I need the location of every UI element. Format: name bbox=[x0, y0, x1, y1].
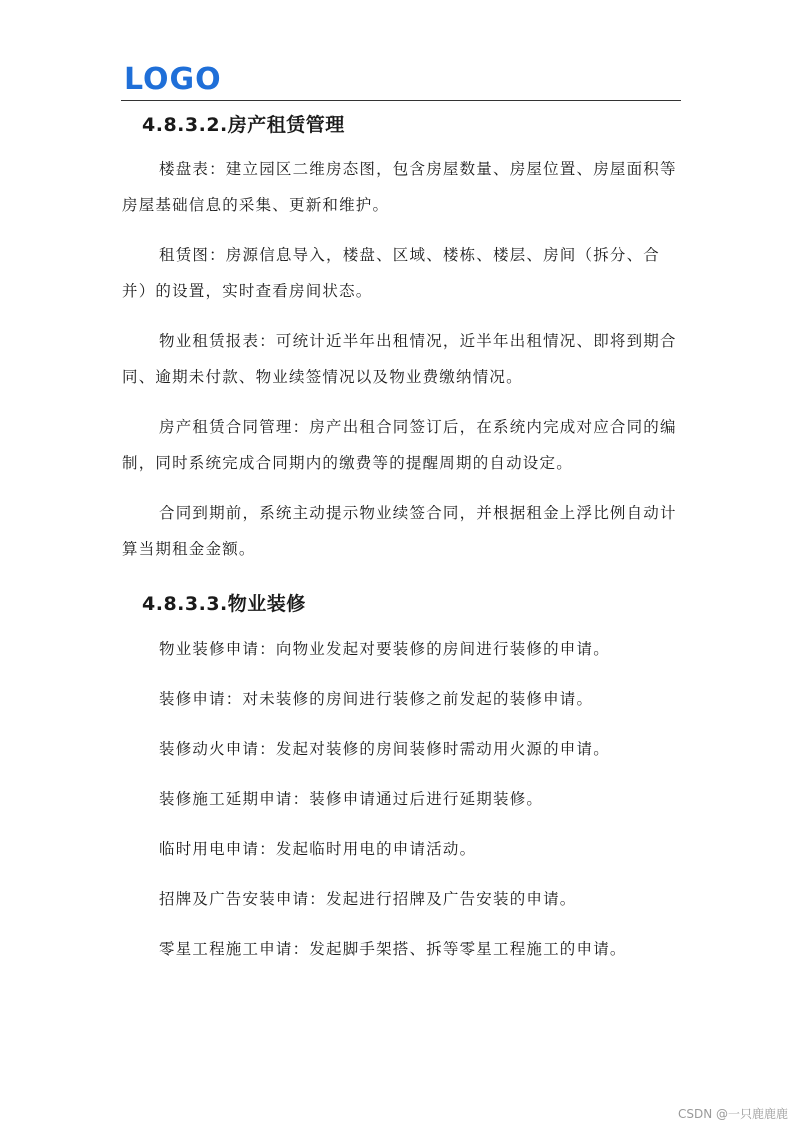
list-item: 装修施工延期申请：装修申请通过后进行延期装修。 bbox=[159, 790, 544, 808]
header-rule bbox=[121, 100, 681, 101]
list-item: 临时用电申请：发起临时用电的申请活动。 bbox=[159, 840, 477, 858]
paragraph: 房产租赁合同管理：房产出租合同签订后，在系统内完成对应合同的编制，同时系统完成合同期内的缴费等的提醒周期的自动设定。 bbox=[122, 418, 677, 472]
list-item: 装修申请：对未装修的房间进行装修之前发起的装修申请。 bbox=[159, 690, 594, 708]
document-body bbox=[122, 102, 682, 984]
section-heading-property-renovation: 4.8.3.3.物业装修 bbox=[142, 593, 306, 615]
list-item: 零星工程施工申请：发起脚手架搭、拆等零星工程施工的申请。 bbox=[159, 940, 627, 958]
paragraph: 物业租赁报表：可统计近半年出租情况，近半年出租情况、即将到期合同、逾期未付款、物业续签情况以及物业费缴纳情况。 bbox=[122, 332, 677, 386]
section-house-rental-body bbox=[122, 151, 682, 567]
section-property-renovation-body bbox=[122, 634, 682, 984]
section-heading-house-rental: 4.8.3.2.房产租赁管理 bbox=[142, 114, 345, 136]
paragraph: 租赁图：房源信息导入，楼盘、区域、楼栋、楼层、房间（拆分、合并）的设置，实时查看房间状态。 bbox=[122, 246, 661, 300]
logo: LOGO bbox=[124, 62, 222, 97]
list-item: 装修动火申请：发起对装修的房间装修时需动用火源的申请。 bbox=[159, 740, 610, 758]
list-item: 招牌及广告安装申请：发起进行招牌及广告安装的申请。 bbox=[159, 890, 577, 908]
csdn-watermark: CSDN @一只鹿鹿鹿 bbox=[677, 1107, 788, 1121]
paragraph: 合同到期前，系统主动提示物业续签合同，并根据租金上浮比例自动计算当期租金金额。 bbox=[122, 504, 677, 558]
paragraph: 楼盘表：建立园区二维房态图，包含房屋数量、房屋位置、房屋面积等房屋基础信息的采集、更新和维护。 bbox=[122, 160, 677, 214]
list-item: 物业装修申请：向物业发起对要装修的房间进行装修的申请。 bbox=[159, 640, 610, 658]
